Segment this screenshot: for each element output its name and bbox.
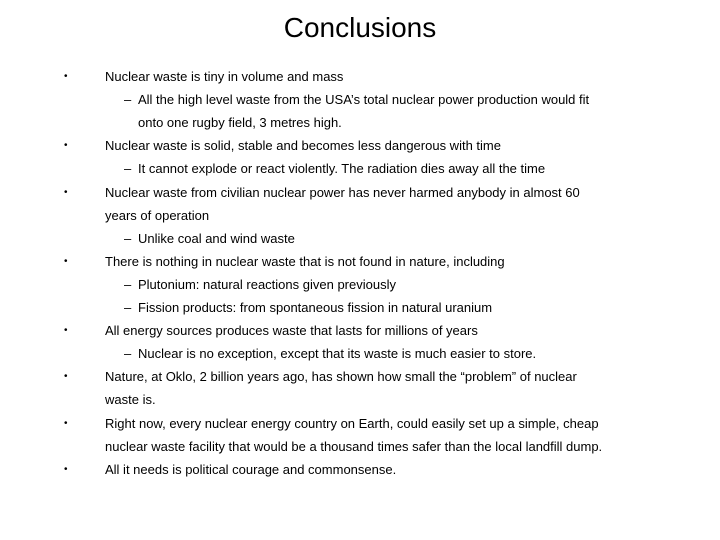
bullet-marker: •	[64, 255, 68, 267]
sub-bullet-text: It cannot explode or react violently. The radiation dies away all the time	[138, 161, 546, 177]
sub-bullet-marker: –	[124, 161, 132, 177]
bullet-marker: •	[64, 325, 68, 337]
sub-bullet-text: Nuclear is no exception, except that its waste is much easier to store.	[138, 346, 537, 362]
bullet-marker: •	[64, 417, 68, 429]
bullet-marker: •	[64, 71, 68, 82]
bullet-text: Right now, every nuclear energy country on Earth, could easily set up a simple, cheap	[105, 415, 599, 431]
bullet-text: Nuclear waste from civilian nuclear power has never harmed anybody in almost 60	[105, 184, 580, 200]
sub-bullet-text: All the high level waste from the USA’s total nuclear power production would fit	[138, 92, 590, 108]
sub-bullet-marker: –	[124, 346, 132, 362]
sub-bullet-text: Plutonium: natural reactions given previously	[138, 276, 396, 292]
sub-bullet-text: onto one rugby field, 3 metres high.	[138, 115, 342, 131]
bullet-text: waste is.	[105, 392, 156, 408]
bullet-marker: •	[64, 371, 68, 383]
bullet-text: All energy sources produces waste that lasts for millions of years	[105, 323, 478, 339]
bullet-text: nuclear waste facility that would be a thousand times safer than the local landfill dump.	[105, 438, 603, 454]
bullet-marker: •	[64, 186, 68, 198]
sub-bullet-marker: –	[124, 276, 132, 292]
bullet-text: years of operation	[105, 207, 210, 223]
bullet-text: Nature, at Oklo, 2 billion years ago, has shown how small the “problem” of nuclear	[105, 369, 577, 385]
bullet-marker: •	[64, 463, 68, 475]
bullet-text: There is nothing in nuclear waste that is not found in nature, including	[105, 253, 505, 269]
bullet-marker: •	[64, 140, 68, 152]
sub-bullet-marker: –	[124, 230, 132, 246]
bullet-text: Nuclear waste is solid, stable and becomes less dangerous with time	[105, 138, 501, 154]
bullet-text: All it needs is political courage and commonsense.	[105, 461, 397, 477]
bullet-text: Nuclear waste is tiny in volume and mass	[105, 69, 344, 84]
sub-bullet-marker: –	[124, 92, 132, 108]
sub-bullet-text: Unlike coal and wind waste	[138, 230, 295, 246]
sub-bullet-marker: –	[124, 300, 132, 315]
slide-title: Conclusions	[283, 12, 437, 43]
sub-bullet-text: Fission products: from spontaneous fission in natural uranium	[138, 300, 493, 315]
